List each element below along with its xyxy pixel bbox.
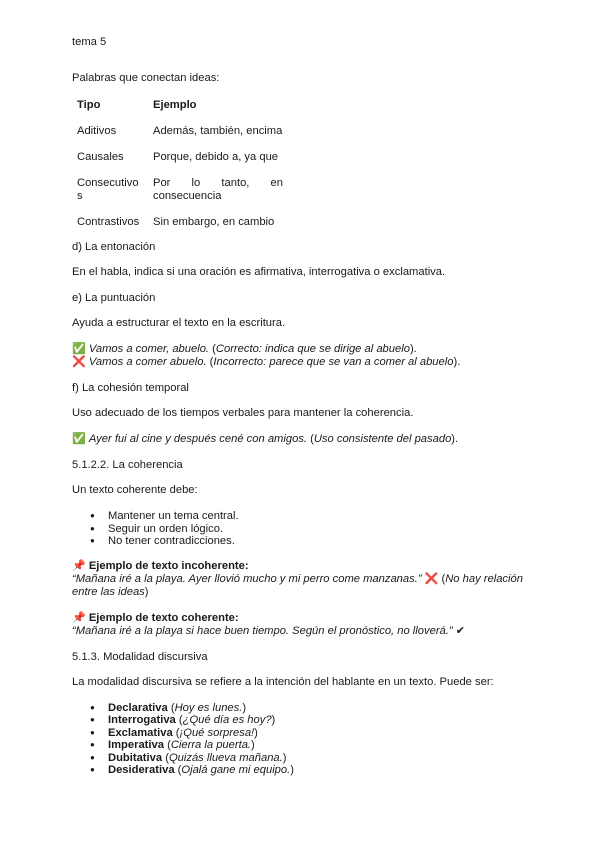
section-cohesion-temporal: f) La cohesión temporal [72, 382, 189, 394]
example-note: Incorrecto: parece que se van a comer al abuelo [213, 356, 454, 368]
list-item: ● Desiderativa (Ojalá gane mi equipo.) [108, 764, 532, 777]
table-cell: Causales [77, 151, 124, 163]
table-header-ejemplo: Ejemplo [153, 99, 197, 111]
modality-term: Interrogativa [108, 714, 176, 726]
modality-example: Ojalá gane mi equipo. [181, 764, 291, 776]
paragraph-cohesion: Uso adecuado de los tiempos verbales para mantener la coherencia. [72, 407, 414, 419]
coherent-example [72, 625, 532, 638]
example-temporal: ✅ Ayer fui al cine y después cené con amigos. (Uso consistente del pasado). [72, 433, 459, 445]
modality-example: Quizás llueva mañana. [168, 751, 283, 764]
table-cell: Sin embargo, en cambio [153, 216, 275, 228]
page-header: tema 5 [72, 36, 107, 48]
incoherent-example: “Mañana iré a la playa. Ayer llovió mucho y mi perro come manzanas.” ❌ (No hay relación entre las ideas) [72, 572, 523, 598]
table-cell: Por lo tanto, en consecuencia [153, 177, 283, 202]
intro-text: Palabras que conectan ideas: [72, 72, 220, 84]
modality-example: ¡Qué sorpresa! [179, 726, 255, 739]
incoherent-quote: “Mañana iré a la playa. Ayer llovió mucho y mi perro come manzanas.” [72, 572, 422, 585]
checkmark-icon: ✔ [455, 624, 466, 637]
table-row [71, 125, 289, 151]
example-text: Vamos a comer, abuelo. [88, 343, 210, 355]
table-cell: Aditivos [77, 125, 117, 137]
section-entonacion: d) La entonación [72, 241, 156, 253]
check-icon: ✅ [72, 433, 86, 445]
table-header-row [71, 99, 289, 125]
cross-icon: ❌ [72, 356, 86, 368]
cross-icon: ❌ [424, 572, 439, 585]
table-cell: Contrastivos [77, 216, 140, 228]
list-item: ● Mantener un tema central. [108, 510, 532, 523]
connectors-table [71, 99, 289, 242]
document-page [72, 36, 532, 789]
incoherent-title-text: Ejemplo de texto incoherente: [88, 559, 249, 572]
section-coherencia: 5.1.2.2. La coherencia [72, 459, 183, 471]
modality-example: Hoy es lunes. [174, 701, 243, 714]
modality-example: Cierra la puerta. [170, 739, 252, 751]
modality-term: Desiderativa [108, 764, 175, 776]
paragraph-coherencia: Un texto coherente debe: [72, 484, 198, 496]
coherent-quote: “Mañana iré a la playa si hace buen tiempo. Según el pronóstico, no lloverá.” [72, 624, 453, 637]
table-row [71, 177, 289, 216]
modality-list [72, 702, 532, 777]
modality-term: Declarativa [108, 701, 168, 714]
example-note: Uso consistente del pasado [313, 433, 452, 445]
coherent-title-text: Ejemplo de texto coherente: [88, 611, 239, 624]
pin-icon: 📌 [72, 559, 86, 572]
table-header-tipo: Tipo [77, 99, 101, 111]
paragraph-puntuacion: Ayuda a estructurar el texto en la escritura. [72, 317, 286, 329]
table-row [71, 216, 289, 242]
example-text: Vamos a comer abuelo. [88, 356, 207, 368]
table-cell: Además, también, encima [153, 125, 283, 137]
section-puntuacion: e) La puntuación [72, 292, 156, 304]
incoherent-note: No hay relación entre las ideas [72, 572, 523, 598]
section-modalidad: 5.1.3. Modalidad discursiva [72, 650, 208, 663]
example-text: Ayer fui al cine y después cené con amigos. [88, 433, 307, 445]
list-item: ● Dubitativa (Quizás llueva mañana.) [108, 752, 532, 765]
table-cell: Consecutivo s [77, 177, 139, 202]
modality-term: Dubitativa [108, 751, 163, 764]
modality-term: Exclamativa [108, 726, 173, 739]
example-correct: ✅ Vamos a comer, abuelo. (Correcto: indica que se dirige al abuelo). [72, 343, 417, 355]
list-item: ● Imperativa (Cierra la puerta.) [108, 739, 532, 752]
coherence-list [72, 510, 532, 548]
list-item: ● Seguir un orden lógico. [108, 523, 532, 536]
list-item: ● No tener contradicciones. [108, 535, 532, 548]
modality-example: ¿Qué día es hoy? [182, 714, 272, 726]
paragraph-entonacion: En el habla, indica si una oración es afirmativa, interrogativa o exclamativa. [72, 266, 446, 278]
modality-term: Imperativa [108, 739, 164, 751]
table-cell: Porque, debido a, ya que [153, 151, 279, 163]
paragraph-modalidad: La modalidad discursiva se refiere a la intención del hablante en un texto. Puede ser: [72, 675, 494, 688]
list-item: ● Declarativa (Hoy es lunes.) [108, 702, 532, 715]
coherent-title [72, 612, 532, 625]
list-item: ● Interrogativa (¿Qué día es hoy?) [108, 714, 532, 727]
list-item: ● Exclamativa (¡Qué sorpresa!) [108, 727, 532, 740]
table-row [71, 151, 289, 177]
example-incorrect: ❌ Vamos a comer abuelo. (Incorrecto: parece que se van a comer al abuelo). [72, 356, 461, 368]
check-icon: ✅ [72, 343, 86, 355]
pin-icon: 📌 [72, 611, 86, 624]
incoherent-title [72, 560, 532, 573]
example-note: Correcto: indica que se dirige al abuelo [215, 343, 410, 355]
